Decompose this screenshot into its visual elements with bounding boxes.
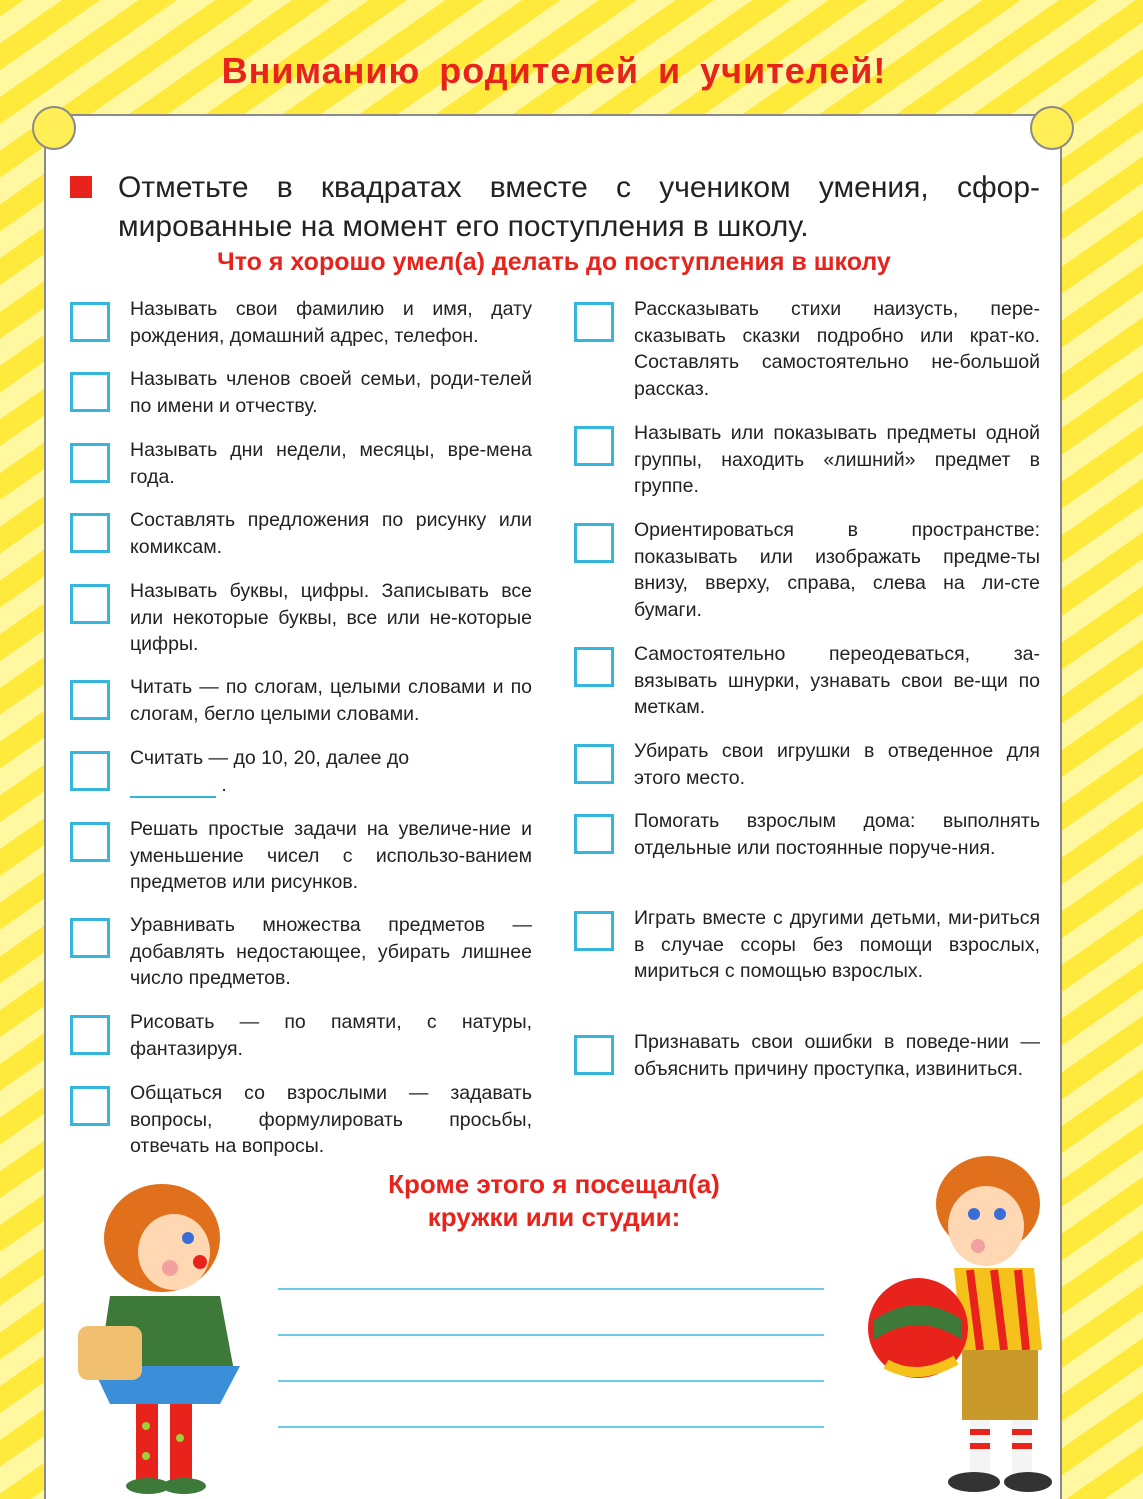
boy-illustration <box>866 1150 1052 1496</box>
boy-eye <box>994 1208 1006 1220</box>
write-in-line[interactable] <box>278 1288 824 1290</box>
girl-cheek <box>162 1260 178 1276</box>
checkbox[interactable] <box>70 372 110 412</box>
intro-block <box>70 168 1040 246</box>
boy-shorts <box>962 1350 1038 1420</box>
girl-eye <box>182 1232 194 1244</box>
write-in-line[interactable] <box>278 1380 824 1382</box>
checkbox[interactable] <box>70 302 110 342</box>
skill-text: Называть свои фамилию и имя, дату рождения, домашний адрес, телефон. <box>130 298 532 347</box>
checkbox[interactable] <box>574 302 614 342</box>
skill-item <box>574 517 1040 623</box>
skill-item <box>574 420 1040 500</box>
boy-face <box>948 1186 1024 1266</box>
skill-text: Помогать взрослым дома: выполнять отдельные или постоянные поруче-ния. <box>634 810 1040 859</box>
skill-text: Называть дни недели, месяцы, вре-мена года. <box>130 439 532 488</box>
skill-text: Самостоятельно переодеваться, за-вязывать шнурки, узнавать свои ве-щи по меткам. <box>634 643 1040 718</box>
skill-item <box>70 578 532 658</box>
girl-leg <box>136 1404 158 1482</box>
boy-cheek <box>971 1239 985 1253</box>
skill-text: Играть вместе с другими детьми, ми-риться в случае ссоры без помощи взрослых, мириться с помощью взрослых. <box>634 907 1040 982</box>
red-square-bullet-icon <box>70 176 92 198</box>
extra-title-line: Кроме этого я посещал(а) <box>388 1169 720 1199</box>
skill-item <box>574 738 1040 791</box>
section-subtitle: Что я хорошо умел(а) делать до поступления в школу <box>217 248 891 276</box>
skill-item <box>574 641 1040 721</box>
skill-text: Рисовать — по памяти, с натуры, фантазируя. <box>130 1011 532 1060</box>
write-in-line[interactable] <box>278 1426 824 1428</box>
skill-item <box>574 808 1040 861</box>
checkbox[interactable] <box>574 744 614 784</box>
girl-face <box>138 1214 210 1290</box>
checkbox[interactable] <box>70 1086 110 1126</box>
skill-item <box>574 296 1040 402</box>
page-title: Вниманию родителей и учителей! <box>221 50 887 91</box>
girl-illustration <box>70 1176 250 1496</box>
skill-text: Рассказывать стихи наизусть, пере-сказывать сказки подробно или крат-ко. Составлять самостоятельно не-большой рассказ. <box>634 298 1040 400</box>
girl-shoe <box>162 1478 206 1494</box>
skill-text-container: Считать — до 10, 20, далее до . <box>130 745 532 798</box>
skill-text: Читать — по слогам, целыми словами и по слогам, бегло целыми словами. <box>130 676 532 725</box>
checkbox[interactable] <box>70 443 110 483</box>
checkbox[interactable] <box>574 1035 614 1075</box>
skill-item <box>70 745 532 798</box>
skill-item <box>70 437 532 490</box>
skill-text: Называть или показывать предметы одной группы, находить «лишний» предмет в группе. <box>634 422 1040 497</box>
skill-text: Уравнивать множества предметов — добавлять недостающее, убирать лишнее число предметов. <box>130 914 532 989</box>
lollipop <box>193 1255 207 1269</box>
write-in-line[interactable] <box>278 1334 824 1336</box>
checkbox[interactable] <box>70 822 110 862</box>
skill-item <box>70 296 532 349</box>
checkbox[interactable] <box>70 513 110 553</box>
skill-text: Считать — до 10, 20, далее до <box>130 747 410 769</box>
skill-text: Убирать свои игрушки в отведенное для этого место. <box>634 740 1040 789</box>
checkbox[interactable] <box>574 647 614 687</box>
checkbox[interactable] <box>574 523 614 563</box>
checkbox[interactable] <box>70 1015 110 1055</box>
fill-in-line[interactable] <box>130 776 216 798</box>
checkbox[interactable] <box>70 918 110 958</box>
skill-item <box>70 366 532 419</box>
skill-text: Признавать свои ошибки в поведе-нии — объяснить причину проступка, извиниться. <box>634 1031 1040 1080</box>
extra-title-line: кружки или студии: <box>427 1202 681 1232</box>
checkbox[interactable] <box>70 680 110 720</box>
skill-text: Решать простые задачи на увеличе-ние и уменьшение чисел с использо-ванием предметов или рисунков. <box>130 818 532 893</box>
skill-item <box>70 507 532 560</box>
skill-item <box>70 816 532 896</box>
skill-item <box>70 674 532 727</box>
skill-item <box>70 1080 532 1160</box>
girl-leg <box>170 1404 192 1482</box>
girl-backpack <box>78 1326 142 1380</box>
skill-item <box>70 1009 532 1062</box>
skill-text: Называть членов своей семьи, роди-телей по имени и отчеству. <box>130 368 532 417</box>
checkbox[interactable] <box>574 814 614 854</box>
checkbox[interactable] <box>574 911 614 951</box>
skill-text: Составлять предложения по рисунку или комиксам. <box>130 509 532 558</box>
skill-item <box>574 1029 1040 1082</box>
skill-text: Называть буквы, цифры. Записывать все или некоторые буквы, все или не-которые цифры. <box>130 580 532 655</box>
boy-shoe <box>1004 1472 1052 1492</box>
boy-eye <box>968 1208 980 1220</box>
checkbox[interactable] <box>70 584 110 624</box>
checkbox[interactable] <box>574 426 614 466</box>
boy-shoe <box>948 1472 1000 1492</box>
checkbox[interactable] <box>70 751 110 791</box>
skill-item <box>70 912 532 992</box>
intro-text: Отметьте в квадратах вместе с учеником умения, сфор-мированные на момент его поступления в школу. <box>118 171 1040 243</box>
skill-text: Ориентироваться в пространстве: показывать или изображать предме-ты внизу, вверху, справа, слева на ли-сте бумаги. <box>634 519 1040 621</box>
skill-text: Общаться со взрослыми — задавать вопросы, формулировать просьбы, отвечать на вопросы. <box>130 1082 532 1157</box>
skill-item <box>574 905 1040 985</box>
